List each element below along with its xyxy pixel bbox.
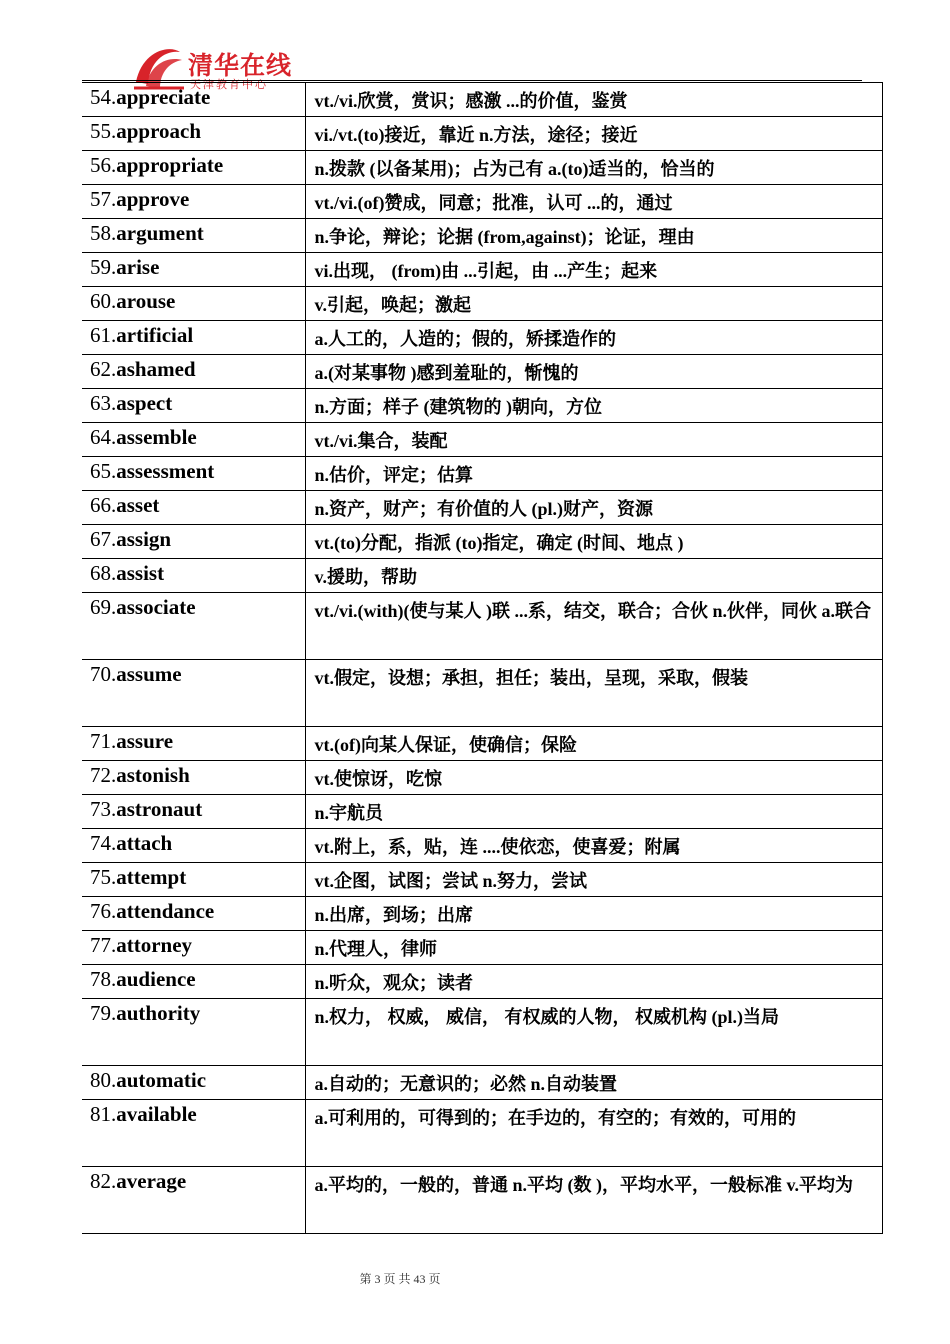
entry-word: artificial <box>116 323 194 347</box>
table-row <box>82 999 883 1066</box>
table-row <box>82 185 883 219</box>
entry-number: 67. <box>90 527 117 551</box>
vocab-word-cell <box>82 593 305 660</box>
table-row <box>82 1100 883 1167</box>
entry-number: 62. <box>90 357 117 381</box>
vocabulary-table <box>82 82 883 1234</box>
entry-word: average <box>116 1169 187 1193</box>
entry-word: assist <box>116 561 165 585</box>
entry-definition: v.引起，唤起；激起 <box>305 287 883 321</box>
table-row <box>82 525 883 559</box>
entry-number: 72. <box>90 763 117 787</box>
vocab-word-cell <box>82 1100 305 1167</box>
table-row <box>82 457 883 491</box>
vocab-word-cell <box>82 525 305 559</box>
entry-definition: vt.企图，试图；尝试 n.努力，尝试 <box>305 863 883 897</box>
entry-word: argument <box>116 221 204 245</box>
table-row <box>82 117 883 151</box>
table-row <box>82 83 883 117</box>
entry-word: approach <box>116 119 202 143</box>
entry-definition: vi.出现， (from)由 ...引起，由 ...产生；起来 <box>305 253 883 287</box>
vocab-word-cell <box>82 185 305 219</box>
entry-number: 57. <box>90 187 117 211</box>
entry-definition: vt.(of)向某人保证，使确信；保险 <box>305 727 883 761</box>
vocab-word-cell <box>82 389 305 423</box>
entry-word: asset <box>116 493 160 517</box>
entry-number: 60. <box>90 289 117 313</box>
entry-definition: n.宇航员 <box>305 795 883 829</box>
logo-title: 清华在线 <box>188 51 293 80</box>
table-row <box>82 593 883 660</box>
vocab-word-cell <box>82 727 305 761</box>
entry-definition: n.出席，到场；出席 <box>305 897 883 931</box>
entry-definition: v.援助，帮助 <box>305 559 883 593</box>
vocab-word-cell <box>82 761 305 795</box>
entry-definition: vt.(to)分配，指派 (to)指定，确定 (时间、地点 ) <box>305 525 883 559</box>
table-row <box>82 761 883 795</box>
entry-number: 78. <box>90 967 117 991</box>
table-row <box>82 897 883 931</box>
entry-number: 77. <box>90 933 117 957</box>
vocab-word-cell <box>82 219 305 253</box>
entry-definition: n.争论，辩论；论据 (from,against)；论证，理由 <box>305 219 883 253</box>
table-row <box>82 795 883 829</box>
entry-number: 70. <box>90 662 117 686</box>
vocab-word-cell <box>82 829 305 863</box>
entry-word: approve <box>116 187 190 211</box>
entry-number: 64. <box>90 425 117 449</box>
entry-number: 56. <box>90 153 117 177</box>
entry-number: 82. <box>90 1169 117 1193</box>
vocab-word-cell <box>82 457 305 491</box>
entry-word: associate <box>116 595 196 619</box>
vocab-word-cell <box>82 965 305 999</box>
table-row <box>82 423 883 457</box>
entry-number: 79. <box>90 1001 117 1025</box>
entry-number: 81. <box>90 1102 117 1126</box>
entry-number: 73. <box>90 797 117 821</box>
table-row <box>82 931 883 965</box>
vocab-word-cell <box>82 1066 305 1100</box>
vocab-word-cell <box>82 931 305 965</box>
entry-word: assure <box>116 729 174 753</box>
header-rule <box>82 80 862 81</box>
entry-word: assign <box>116 527 172 551</box>
entry-number: 66. <box>90 493 117 517</box>
entry-word: astonish <box>116 763 190 787</box>
entry-word: assemble <box>116 425 197 449</box>
table-row <box>82 389 883 423</box>
table-row <box>82 355 883 389</box>
table-row <box>82 829 883 863</box>
table-row <box>82 863 883 897</box>
entry-definition: n.代理人，律师 <box>305 931 883 965</box>
vocab-word-cell <box>82 897 305 931</box>
vocab-word-cell <box>82 423 305 457</box>
page-footer: 第 3 页 共 43 页 <box>359 1272 441 1286</box>
vocab-word-cell <box>82 1167 305 1234</box>
entry-definition: n.权力， 权威， 威信， 有权威的人物， 权威机构 (pl.)当局 <box>305 999 883 1066</box>
vocab-word-cell <box>82 287 305 321</box>
entry-word: assume <box>116 662 182 686</box>
table-row <box>82 287 883 321</box>
table-row <box>82 727 883 761</box>
entry-definition: a.人工的，人造的；假的，矫揉造作的 <box>305 321 883 355</box>
logo-subtitle: 天津教育中心 <box>190 78 268 91</box>
table-row <box>82 965 883 999</box>
entry-number: 68. <box>90 561 117 585</box>
entry-word: arouse <box>116 289 176 313</box>
entry-word: attempt <box>116 865 187 889</box>
table-row <box>82 491 883 525</box>
table-row <box>82 321 883 355</box>
entry-definition: n.估价，评定；估算 <box>305 457 883 491</box>
entry-word: available <box>116 1102 197 1126</box>
vocab-word-cell <box>82 559 305 593</box>
table-row <box>82 1167 883 1234</box>
table-row <box>82 151 883 185</box>
entry-number: 71. <box>90 729 117 753</box>
entry-word: authority <box>116 1001 201 1025</box>
entry-number: 59. <box>90 255 117 279</box>
vocab-word-cell <box>82 151 305 185</box>
table-row <box>82 559 883 593</box>
entry-number: 54. <box>90 85 117 109</box>
entry-definition: vt.附上，系，贴，连 ....使依恋，使喜爱；附属 <box>305 829 883 863</box>
entry-definition: n.听众，观众；读者 <box>305 965 883 999</box>
table-row <box>82 660 883 727</box>
entry-word: assessment <box>116 459 215 483</box>
entry-word: astronaut <box>116 797 203 821</box>
entry-definition: n.资产，财产；有价值的人 (pl.)财产，资源 <box>305 491 883 525</box>
entry-word: attorney <box>116 933 193 957</box>
vocab-word-cell <box>82 999 305 1066</box>
entry-word: automatic <box>116 1068 207 1092</box>
entry-definition: n.方面；样子 (建筑物的 )朝向，方位 <box>305 389 883 423</box>
entry-number: 80. <box>90 1068 117 1092</box>
entry-number: 76. <box>90 899 117 923</box>
entry-word: attendance <box>116 899 215 923</box>
entry-word: audience <box>116 967 196 991</box>
entry-definition: vt./vi.集合，装配 <box>305 423 883 457</box>
entry-word: arise <box>116 255 160 279</box>
entry-definition: vt.使惊讶，吃惊 <box>305 761 883 795</box>
entry-number: 65. <box>90 459 117 483</box>
entry-definition: a.(对某事物 )感到羞耻的，惭愧的 <box>305 355 883 389</box>
table-row <box>82 1066 883 1100</box>
entry-number: 58. <box>90 221 117 245</box>
entry-definition: vt.假定，设想；承担，担任；装出，呈现，采取，假装 <box>305 660 883 727</box>
table-row <box>82 219 883 253</box>
entry-definition: n.拨款 (以备某用)；占为己有 a.(to)适当的，恰当的 <box>305 151 883 185</box>
vocab-word-cell <box>82 491 305 525</box>
entry-word: attach <box>116 831 173 855</box>
entry-number: 61. <box>90 323 117 347</box>
vocab-word-cell <box>82 355 305 389</box>
vocab-word-cell <box>82 660 305 727</box>
entry-definition: vi./vt.(to)接近，靠近 n.方法，途径；接近 <box>305 117 883 151</box>
entry-number: 74. <box>90 831 117 855</box>
table-row <box>82 253 883 287</box>
entry-word: appreciate <box>116 85 211 109</box>
entry-definition: a.可利用的，可得到的；在手边的，有空的；有效的，可用的 <box>305 1100 883 1167</box>
entry-definition: a.自动的；无意识的；必然 n.自动装置 <box>305 1066 883 1100</box>
entry-definition: vt./vi.(of)赞成，同意；批准，认可 ...的，通过 <box>305 185 883 219</box>
vocab-word-cell <box>82 253 305 287</box>
entry-definition: a.平均的，一般的，普通 n.平均 (数 )，平均水平，一般标准 v.平均为 <box>305 1167 883 1234</box>
entry-word: ashamed <box>116 357 196 381</box>
vocab-word-cell <box>82 321 305 355</box>
vocab-word-cell <box>82 117 305 151</box>
entry-number: 63. <box>90 391 117 415</box>
entry-word: aspect <box>116 391 173 415</box>
vocab-word-cell <box>82 83 305 117</box>
vocab-word-cell <box>82 795 305 829</box>
vocab-word-cell <box>82 863 305 897</box>
entry-definition: vt./vi.欣赏，赏识；感激 ...的价值，鉴赏 <box>305 83 883 117</box>
entry-number: 55. <box>90 119 117 143</box>
entry-number: 75. <box>90 865 117 889</box>
entry-word: appropriate <box>116 153 224 177</box>
entry-number: 69. <box>90 595 117 619</box>
entry-definition: vt./vi.(with)(使与某人 )联 ...系，结交，联合；合伙 n.伙伴，同伙 a.联合 <box>305 593 883 660</box>
